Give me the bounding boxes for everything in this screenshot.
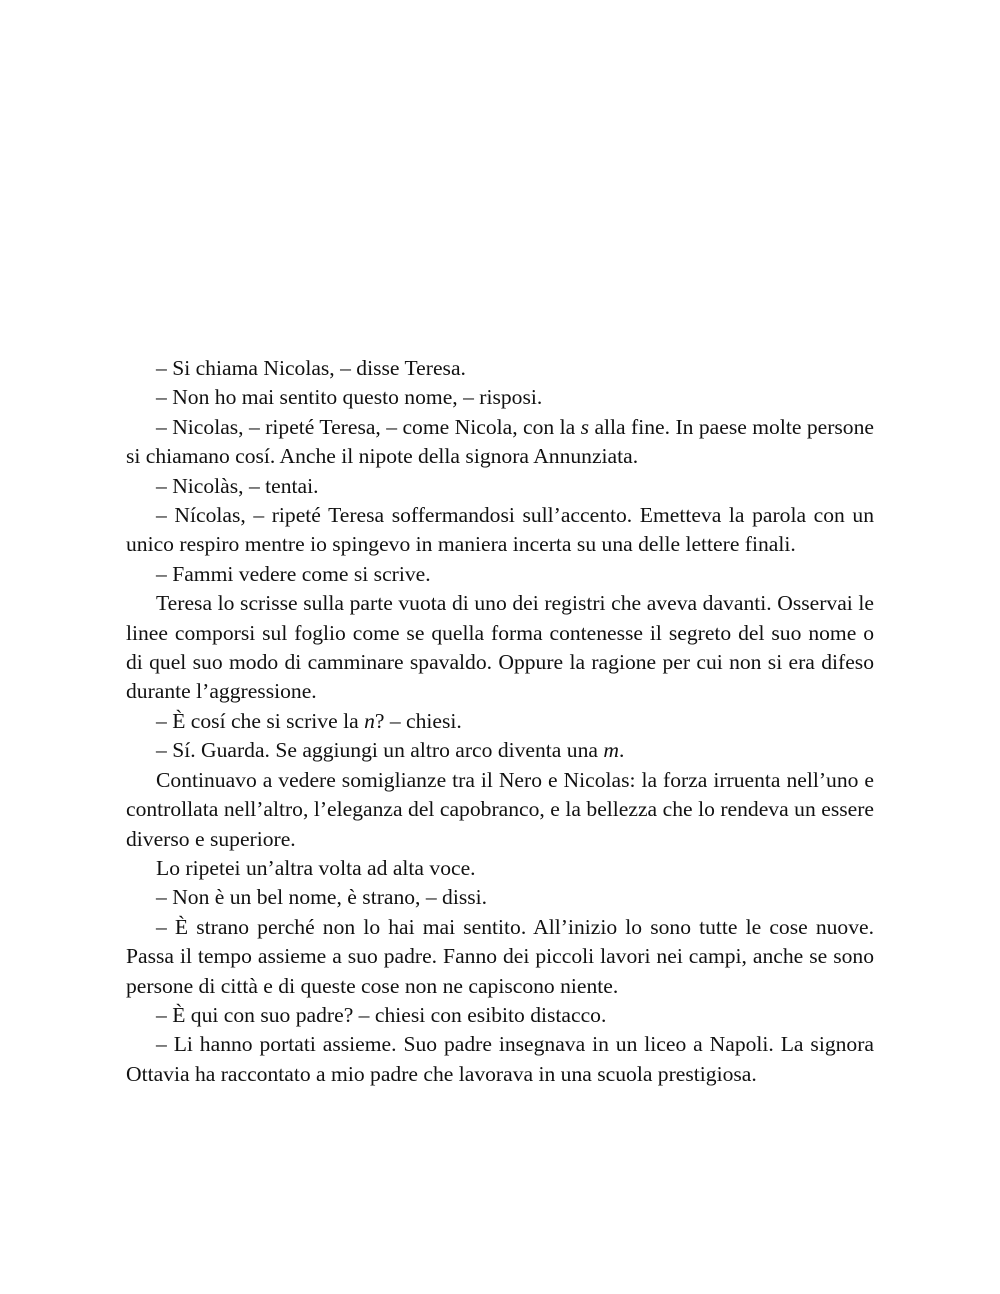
paragraph: – È qui con suo padre? – chiesi con esibito distacco.	[156, 1002, 607, 1027]
paragraph: – È cosí che si scrive la n? – chiesi.	[156, 708, 462, 733]
paragraph: – Nicolàs, – tentai.	[156, 473, 319, 498]
paragraph: – Si chiama Nicolas, – disse Teresa.	[156, 356, 466, 380]
paragraph: – Li hanno portati assieme. Suo padre insegnava in un liceo a Napoli. La signora Ottavia ha raccontato a mio padre che lavorava in una scuola prestigiosa.	[126, 1032, 874, 1086]
paragraph: – È strano perché non lo hai mai sentito. All’inizio lo sono tutte le cose nuove. Passa il tempo assieme a suo padre. Fanno dei piccoli lavori nei campi, anche se sono persone di città e di queste cose non ne capiscono niente.	[126, 914, 874, 998]
paragraph: – Nícolas, – ripeté Teresa soffermandosi sull’accento. Emetteva la parola con un unico respiro mentre io spingevo in maniera incerta su una delle lettere finali.	[126, 503, 874, 557]
paragraph: – Non ho mai sentito questo nome, – risposi.	[156, 385, 543, 410]
paragraph: – Nicolas, – ripeté Teresa, – come Nicola, con la s alla fine. In paese molte persone si chiamano cosí. Anche il nipote della signora Annunziata.	[126, 414, 874, 469]
paragraph: Lo ripetei un’altra volta ad alta voce.	[156, 855, 476, 880]
paragraph: – Fammi vedere come si scrive.	[156, 561, 431, 586]
paragraph: Teresa lo scrisse sulla parte vuota di uno dei registri che aveva davanti. Osservai le linee comporsi sul foglio come se quella forma contenesse il segreto del suo nome o di quel suo modo di camminare spavaldo. Oppure la ragione per cui non si era difeso durante l’aggressione.	[126, 591, 874, 704]
paragraph: Continuavo a vedere somiglianze tra il Nero e Nicolas: la forza irruenta nell’uno e controllata nell’altro, l’eleganza del capobranco, e la bellezza che lo rendeva un essere diverso e superiore.	[126, 767, 874, 851]
italic-letter: m	[603, 738, 619, 763]
page-body	[126, 354, 874, 1089]
italic-letter: n	[364, 708, 375, 733]
paragraph: – Sí. Guarda. Se aggiungi un altro arco diventa una m.	[156, 738, 625, 763]
paragraph: – Non è un bel nome, è strano, – dissi.	[156, 885, 488, 910]
italic-letter: s	[580, 414, 590, 439]
